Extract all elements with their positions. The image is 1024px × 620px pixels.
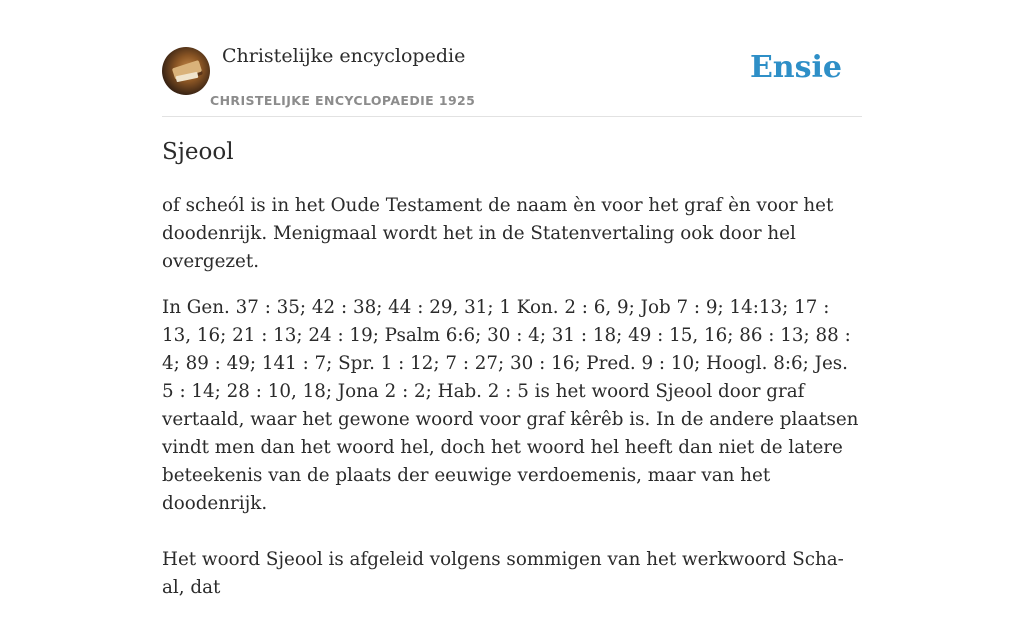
article-body	[162, 192, 862, 620]
article-paragraph: Het woord Sjeool is afgeleid volgens sommigen van het werkwoord Scha-al, dat	[162, 549, 844, 598]
site-header	[162, 0, 862, 117]
article-paragraph: In Gen. 37 : 35; 42 : 38; 44 : 29, 31; 1 Kon. 2 : 6, 9; Job 7 : 9; 14:13; 17 : 13, 16; 21 : 13; 24 : 19; Psalm 6:6; 30 : 4; 31 : 18; 49 : 15, 16; 86 : 13; 88 : 4; 89 : 49; 141 : 7; Spr. 1 : 12; 7 : 27; 30 : 16; Pred. 9 : 10; Hoogl. 8:6; Jes. 5 : 14; 28 : 10, 18; Jona 2 : 2; Hab. 2 : 5 is het woord Sjeool door graf vertaald, waar het gewone woord voor graf kêrêb is. In de andere plaatsen vindt men dan het woord hel, doch het woord hel heeft dan niet de latere beteekenis van de plaats der eeuwige verdoemenis, maar van het doodenrijk.	[162, 297, 859, 514]
book-avatar-icon[interactable]	[162, 47, 210, 95]
article-title: Sjeool	[162, 139, 234, 165]
article-paragraph: of scheól is in het Oude Testament de naam èn voor het graf èn voor het doodenrijk. Menigmaal wordt het in de Statenvertaling ook door hel overgezet.	[162, 195, 834, 272]
site-subtitle[interactable]: CHRISTELIJKE ENCYCLOPAEDIE 1925	[210, 93, 476, 108]
brand-logo[interactable]: Ensie	[749, 50, 842, 85]
page	[162, 0, 862, 598]
site-title[interactable]: Christelijke encyclopedie	[222, 45, 466, 67]
